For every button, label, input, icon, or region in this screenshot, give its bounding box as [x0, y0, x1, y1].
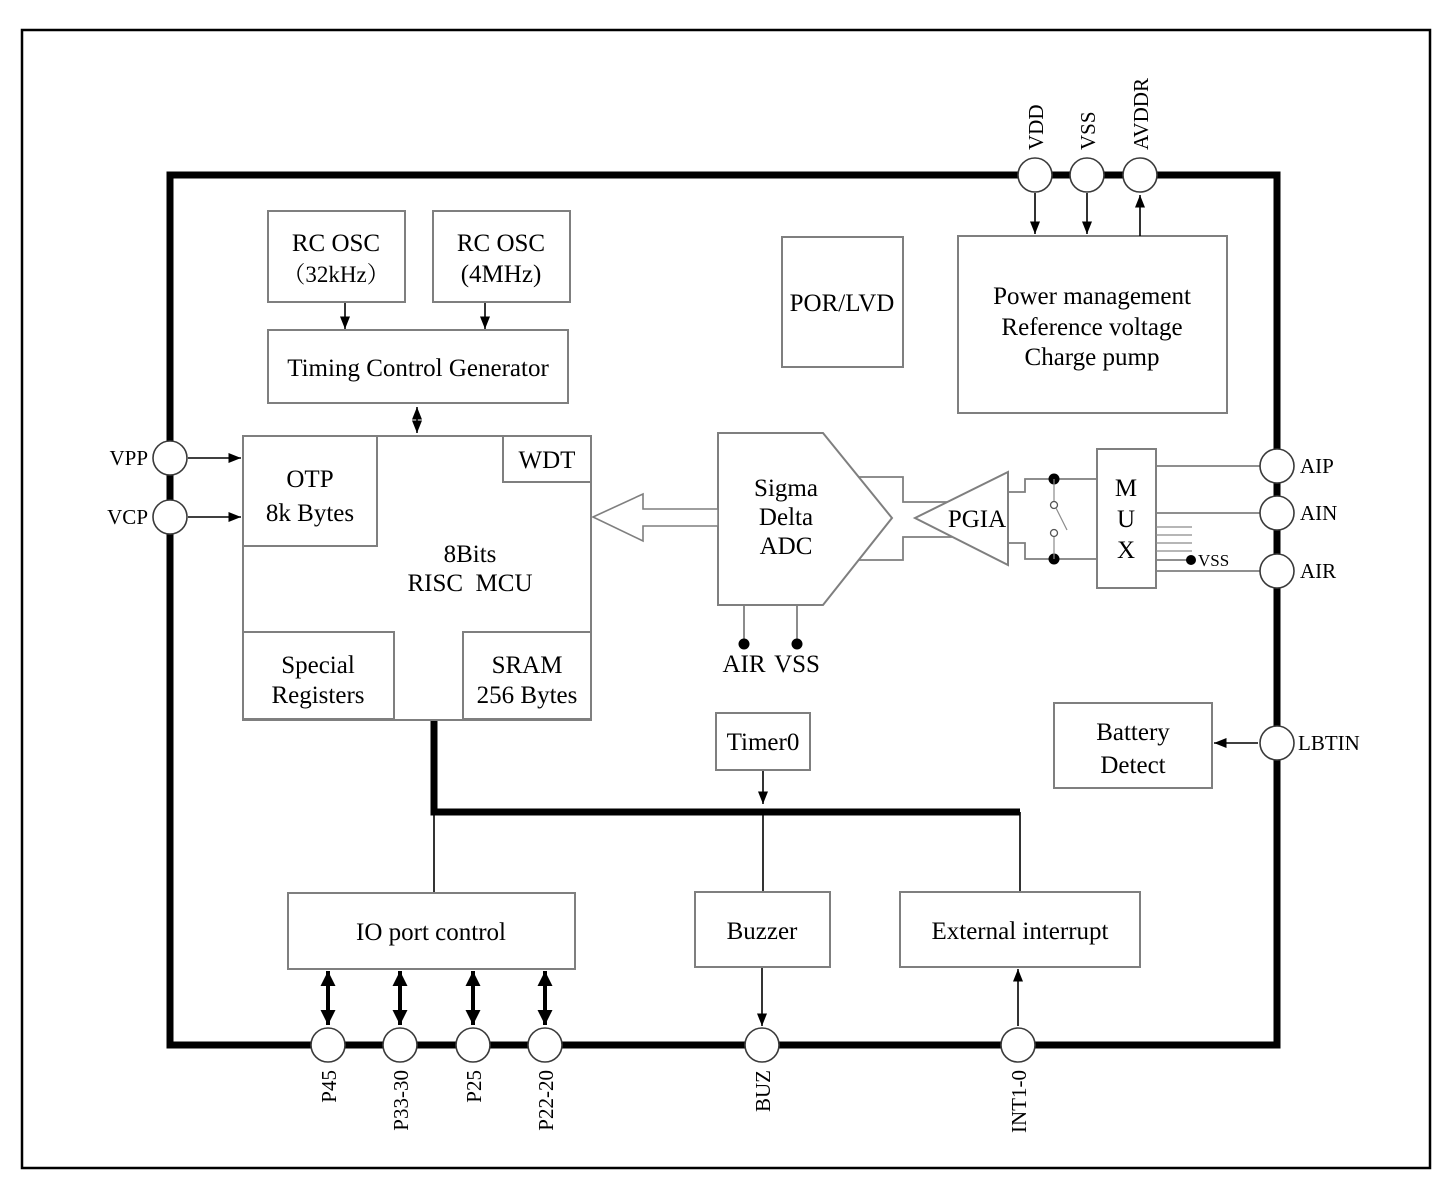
pin-vpp-label: VPP — [109, 446, 148, 470]
rc-osc-4m-label-2: (4MHz) — [460, 261, 542, 288]
pin-avddr-label: AVDDR — [1129, 78, 1153, 150]
wdt-label: WDT — [518, 447, 576, 474]
rc-osc-32k-label-2: （32kHz） — [282, 262, 390, 287]
adc-label-3: ADC — [759, 533, 813, 560]
pin-int1-0-label: INT1-0 — [1007, 1070, 1031, 1133]
mux-label-3: X — [1116, 537, 1136, 564]
pin-aip-label: AIP — [1300, 454, 1334, 478]
otp-label-2: 8k Bytes — [265, 500, 355, 527]
pin-vss-label: VSS — [1076, 111, 1100, 150]
mux-vss-label: VSS — [1198, 551, 1230, 570]
sram-label-1: SRAM — [491, 652, 563, 679]
pin-p45 — [311, 1028, 345, 1062]
pin-buz-label: BUZ — [751, 1070, 775, 1112]
pin-air — [1260, 554, 1294, 588]
adc-air-dot — [739, 639, 750, 650]
pin-p45-label: P45 — [317, 1070, 341, 1103]
pin-ain — [1260, 496, 1294, 530]
pin-p25 — [456, 1028, 490, 1062]
pin-vpp — [153, 441, 187, 475]
switch-lever — [1056, 508, 1067, 530]
adc-label-1: Sigma — [754, 475, 818, 502]
otp-label-1: OTP — [286, 466, 334, 493]
switch-top-contact — [1051, 502, 1058, 509]
mcu-label-2: RISC MCU — [407, 570, 533, 597]
mux-label-2: U — [1116, 506, 1136, 533]
io-port-control-label: IO port control — [356, 919, 506, 946]
pin-vcp-label: VCP — [107, 505, 148, 529]
mcu-label-1: 8Bits — [443, 541, 497, 568]
power-label-1: Power management — [993, 283, 1191, 310]
por-lvd-label: POR/LVD — [789, 290, 895, 317]
adc-to-mcu-hollow-arrow — [593, 494, 718, 541]
pin-int1-0 — [1001, 1028, 1035, 1062]
special-registers-label-1: Special — [281, 652, 355, 679]
pin-p22-20 — [528, 1028, 562, 1062]
pin-p33-30 — [383, 1028, 417, 1062]
adc-vss-dot — [792, 639, 803, 650]
power-label-3: Charge pump — [1024, 344, 1160, 371]
pin-p25-label: P25 — [462, 1070, 486, 1103]
mux-label-1: M — [1114, 475, 1138, 502]
pin-p33-30-label: P33-30 — [389, 1070, 413, 1131]
timing-control-label: Timing Control Generator — [287, 355, 549, 382]
adc-vss-label: VSS — [774, 651, 820, 678]
pin-lbtin — [1260, 726, 1294, 760]
rc-osc-4m-label-1: RC OSC — [456, 230, 546, 257]
pin-buz — [745, 1028, 779, 1062]
pin-aip — [1260, 449, 1294, 483]
adc-air-label: AIR — [722, 651, 766, 678]
pgia-label: PGIA — [947, 506, 1007, 533]
battery-label-2: Detect — [1100, 752, 1166, 779]
pin-avddr — [1123, 158, 1157, 192]
external-interrupt-label: External interrupt — [931, 918, 1109, 945]
pin-air-label: AIR — [1300, 559, 1337, 583]
pin-p22-20-label: P22-20 — [534, 1070, 558, 1131]
pin-vss — [1070, 158, 1104, 192]
timer0-label: Timer0 — [726, 729, 800, 756]
pin-vcp — [153, 500, 187, 534]
buzzer-label: Buzzer — [726, 918, 798, 945]
pin-lbtin-label: LBTIN — [1298, 731, 1360, 755]
switch-bottom-contact — [1051, 530, 1058, 537]
rc-osc-32k-label-1: RC OSC — [291, 230, 381, 257]
adc-label-2: Delta — [758, 504, 814, 531]
mux-vss-dot — [1186, 555, 1196, 565]
pin-vdd-label: VDD — [1024, 104, 1048, 150]
pin-ain-label: AIN — [1300, 501, 1338, 525]
pin-vdd — [1018, 158, 1052, 192]
battery-label-1: Battery — [1096, 719, 1170, 746]
special-registers-label-2: Registers — [271, 682, 365, 709]
sram-label-2: 256 Bytes — [476, 682, 578, 709]
power-label-2: Reference voltage — [1001, 314, 1183, 341]
